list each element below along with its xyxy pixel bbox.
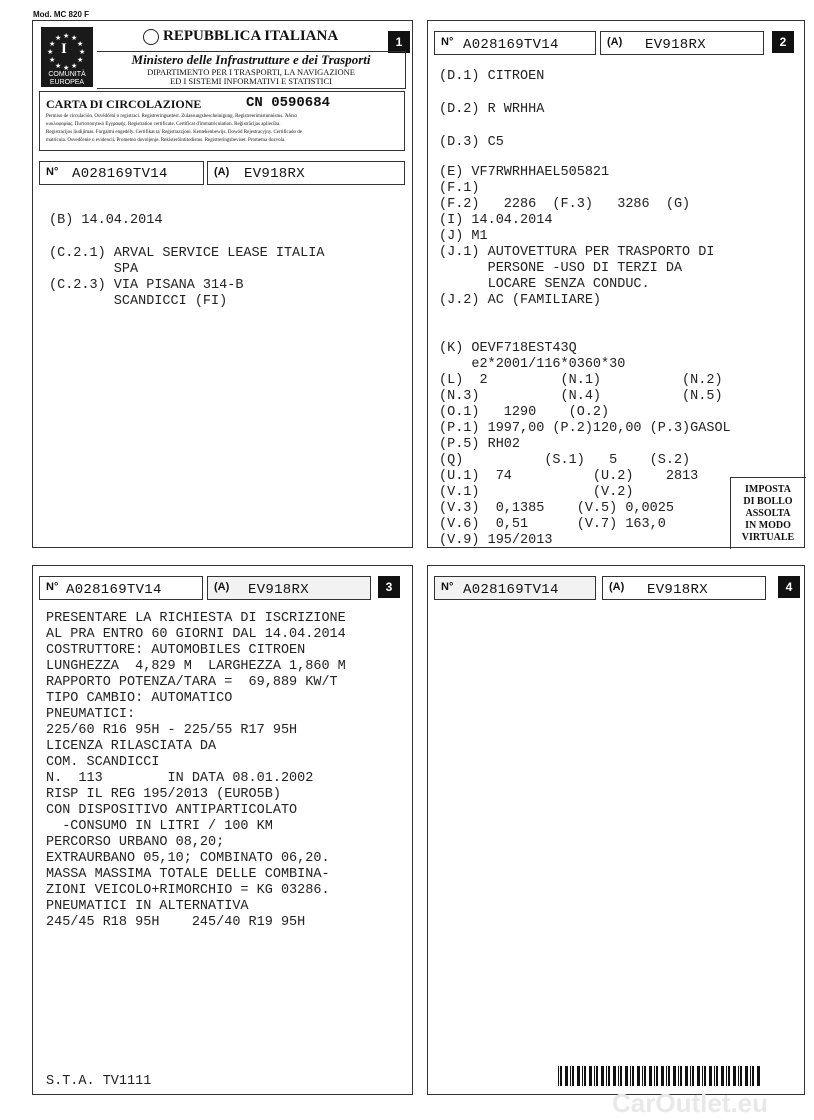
barcode-bar — [685, 1066, 688, 1086]
stamp-line: IMPOSTA — [745, 484, 791, 495]
svg-text:★: ★ — [63, 64, 70, 71]
barcode-bar — [702, 1066, 703, 1086]
barcode-bar — [745, 1066, 748, 1086]
emblem-icon — [143, 29, 159, 45]
svg-text:★: ★ — [55, 62, 62, 70]
field-l: (L) 2 (N.1) (N.2) — [439, 373, 723, 388]
a-label: (A) — [214, 581, 230, 593]
a-plate-box — [602, 576, 766, 600]
field-u1: (U.1) 74 (U.2) 2813 — [439, 469, 699, 484]
barcode-bar — [589, 1066, 592, 1086]
n-number-box — [434, 31, 596, 55]
stamp-line: ASSOLTA — [745, 508, 791, 519]
barcode-bar — [601, 1066, 604, 1086]
svg-text:★: ★ — [77, 40, 84, 48]
field-v9: (V.9) 195/2013 — [439, 533, 553, 548]
doc-title: CARTA DI CIRCOLAZIONE — [46, 97, 202, 111]
field-line: (B) 14.04.2014 — [49, 213, 163, 228]
field-v1: (V.1) (V.2) — [439, 485, 634, 500]
n-label: N° — [46, 581, 59, 593]
a-plate-box — [600, 31, 764, 55]
barcode-bar — [728, 1066, 730, 1086]
barcode-bar — [697, 1066, 700, 1086]
field-line: SPA — [49, 262, 139, 277]
barcode-bar — [637, 1066, 640, 1086]
panel-number-4: 4 — [778, 576, 800, 598]
remark-line: AL PRA ENTRO 60 GIORNI DAL 14.04.2014 — [46, 627, 346, 642]
department-line-2: ED I SISTEMI INFORMATIVI E STATISTICI — [170, 76, 332, 86]
svg-text:★: ★ — [79, 48, 86, 56]
barcode-bar — [714, 1066, 715, 1086]
remark-line: LICENZA RILASCIATA DA — [46, 739, 217, 754]
panel-3 — [32, 565, 413, 1095]
field-v6: (V.6) 0,51 (V.7) 163,0 — [439, 517, 666, 532]
a-value: EV918RX — [647, 582, 708, 598]
field-e: (E) VF7RWRHHAEL505821 — [439, 165, 610, 180]
remark-line: 225/60 R16 95H - 225/55 R17 95H — [46, 723, 298, 738]
panel-4 — [427, 565, 805, 1095]
field-line: SCANDICCI (FI) — [49, 294, 228, 309]
barcode-bar — [733, 1066, 736, 1086]
remark-line: RISP IL REG 195/2013 (EURO5B) — [46, 787, 281, 802]
remark-line: N. 113 IN DATA 08.01.2002 — [46, 771, 314, 786]
svg-text:★: ★ — [55, 34, 62, 42]
field-j: (J) M1 — [439, 229, 488, 244]
barcode-bar — [644, 1066, 646, 1086]
eu-stars-icon — [41, 27, 93, 71]
barcode-bar — [584, 1066, 586, 1086]
translation-line-3: Registracijos liudijimas. Forgalmi engedély. Certifikat ta' Reġistrazzjoni. Kentekenbewijs. Dowód Rejestracyjny. Certificado de — [46, 130, 302, 135]
field-d1: (D.1) CITROEN — [439, 69, 545, 84]
a-label: (A) — [607, 36, 623, 48]
svg-text:★: ★ — [49, 56, 56, 64]
panel-2 — [427, 20, 805, 548]
svg-text:★: ★ — [49, 40, 56, 48]
translation-line-2: κυκλοφορίας. Πιστοποιητικό Εγγραφής. Registration certificate. Certificat d'immatriculation. Reģistrācijas apliecība. — [46, 122, 281, 127]
barcode-bar — [678, 1066, 679, 1086]
doc-title-box — [39, 91, 405, 151]
barcode-bar — [721, 1066, 724, 1086]
stamp-line: DI BOLLO — [743, 496, 793, 507]
barcode-bar — [661, 1066, 664, 1086]
barcode-bar — [704, 1066, 706, 1086]
panel-number-1: 1 — [388, 31, 410, 53]
field-v3: (V.3) 0,1385 (V.5) 0,0025 — [439, 501, 674, 516]
barcode-bar — [572, 1066, 574, 1086]
barcode-bar — [649, 1066, 652, 1086]
barcode-bar — [666, 1066, 667, 1086]
svg-text:★: ★ — [63, 32, 70, 40]
barcode-bar — [608, 1066, 610, 1086]
barcode-bar — [596, 1066, 598, 1086]
tax-stamp-box — [730, 477, 806, 549]
stamp-line: VIRTUALE — [741, 532, 795, 543]
remark-line: COSTRUTTORE: AUTOMOBILES CITROEN — [46, 643, 306, 658]
field-line: (C.2.3) VIA PISANA 314-B — [49, 278, 244, 293]
field-q: (Q) (S.1) 5 (S.2) — [439, 453, 691, 468]
barcode-bar — [558, 1066, 559, 1086]
ministry-name: Ministero delle Infrastrutture e dei Trasporti — [131, 52, 371, 67]
eu-emblem — [41, 27, 93, 87]
department-line-1: DIPARTIMENTO PER I TRASPORTI, LA NAVIGAZIONE — [147, 67, 355, 77]
barcode-bar — [654, 1066, 655, 1086]
field-j2: (J.2) AC (FAMILIARE) — [439, 293, 602, 308]
a-label: (A) — [609, 581, 625, 593]
svg-text:★: ★ — [71, 62, 78, 70]
barcode-bar — [716, 1066, 718, 1086]
translation-line-4: matrícula. Osvedčenie o evidencii. Prometno dovoljenje. Rekisteröintitodistus. Registreringsbeviset. Prometna dozvola. — [46, 138, 286, 143]
n-value: A028169TV14 — [463, 582, 559, 598]
field-p5: (P.5) RH02 — [439, 437, 521, 452]
barcode-bar — [656, 1066, 658, 1086]
n-number-box — [39, 576, 203, 600]
field-k-cont: e2*2001/116*0360*30 — [439, 357, 626, 372]
barcode-bar — [632, 1066, 634, 1086]
remark-line: MASSA MASSIMA TOTALE DELLE COMBINA- — [46, 867, 330, 882]
eu-label-1: COMUNITÀ — [48, 71, 86, 78]
barcode-bar — [668, 1066, 670, 1086]
barcode-bar — [606, 1066, 607, 1086]
remark-line: PRESENTARE LA RICHIESTA DI ISCRIZIONE — [46, 611, 346, 626]
barcode-bar — [750, 1066, 751, 1086]
barcode-bar — [690, 1066, 691, 1086]
field-p1: (P.1) 1997,00 (P.2)120,00 (P.3)GASOL — [439, 421, 731, 436]
panel-number-3: 3 — [378, 576, 400, 598]
barcode-bar — [625, 1066, 628, 1086]
remark-line: 245/45 R18 95H 245/40 R19 95H — [46, 915, 306, 930]
barcode-bar — [738, 1066, 739, 1086]
field-i: (I) 14.04.2014 — [439, 213, 553, 228]
field-j1-cont: LOCARE SENZA CONDUC. — [439, 277, 650, 292]
barcode-bar — [757, 1066, 760, 1086]
barcode-bar — [709, 1066, 712, 1086]
panel-1 — [32, 20, 413, 548]
remark-line: COM. SCANDICCI — [46, 755, 160, 770]
field-o1: (O.1) 1290 (O.2) — [439, 405, 610, 420]
field-d3: (D.3) C5 — [439, 135, 504, 150]
barcode-bar — [726, 1066, 727, 1086]
doc-number: CN 0590684 — [246, 95, 331, 111]
field-f1: (F.1) — [439, 181, 480, 196]
n-number-box — [39, 161, 204, 185]
barcode-bar — [577, 1066, 580, 1086]
stamp-line: IN MODO — [745, 520, 791, 531]
barcode-bar — [740, 1066, 742, 1086]
eu-label-2: EUROPEA — [49, 79, 85, 86]
remark-line: TIPO CAMBIO: AUTOMATICO — [46, 691, 233, 706]
translation-line-1: Permiso de circulación. Osvědčení o registraci. Registreringsattest. Zulassungsbescheinigung. Registreerimistunnistus. Άδεια — [46, 114, 297, 119]
barcode-bar — [613, 1066, 616, 1086]
barcode-bar — [630, 1066, 631, 1086]
country-title: REPUBBLICA ITALIANA — [163, 28, 339, 44]
field-line: (C.2.1) ARVAL SERVICE LEASE ITALIA — [49, 246, 325, 261]
barcode-bar — [620, 1066, 622, 1086]
barcode-bar — [565, 1066, 568, 1086]
barcode-bar — [594, 1066, 595, 1086]
a-plate-box — [207, 576, 371, 600]
barcode-bar — [642, 1066, 643, 1086]
n-value: A028169TV14 — [72, 166, 168, 182]
n-label: N° — [46, 166, 59, 178]
field-j1: (J.1) AUTOVETTURA PER TRASPORTO DI — [439, 245, 715, 260]
remark-line: RAPPORTO POTENZA/TARA = 69,889 KW/T — [46, 675, 338, 690]
remark-line: -CONSUMO IN LITRI / 100 KM — [46, 819, 273, 834]
panel-number-2: 2 — [772, 31, 794, 53]
svg-text:★: ★ — [47, 48, 54, 56]
remark-line: PERCORSO URBANO 08,20; — [46, 835, 225, 850]
field-n3: (N.3) (N.4) (N.5) — [439, 389, 723, 404]
remark-line: LUNGHEZZA 4,829 M LARGHEZZA 1,860 M — [46, 659, 346, 674]
barcode-bar — [570, 1066, 571, 1086]
sta-footer: S.T.A. TV1111 — [46, 1074, 152, 1089]
field-j1-cont: PERSONE -USO DI TERZI DA — [439, 261, 683, 276]
barcode-bar — [752, 1066, 754, 1086]
barcode-bar — [680, 1066, 682, 1086]
remark-line: ZIONI VEICOLO+RIMORCHIO = KG 03286. — [46, 883, 330, 898]
field-f2: (F.2) 2286 (F.3) 3286 (G) — [439, 197, 691, 212]
n-value: A028169TV14 — [463, 37, 559, 53]
remark-line: CON DISPOSITIVO ANTIPARTICOLATO — [46, 803, 298, 818]
n-label: N° — [441, 36, 454, 48]
a-value: EV918RX — [244, 166, 305, 182]
n-number-box — [434, 576, 596, 600]
barcode — [558, 1066, 763, 1086]
barcode-bar — [582, 1066, 583, 1086]
a-value: EV918RX — [248, 582, 309, 598]
n-label: N° — [441, 581, 454, 593]
model-code: Mod. MC 820 F — [33, 10, 90, 19]
barcode-bar — [560, 1066, 562, 1086]
remark-line: PNEUMATICI: — [46, 707, 136, 722]
field-d2: (D.2) R WRHHA — [439, 102, 545, 117]
n-value: A028169TV14 — [66, 582, 162, 598]
remark-line: EXTRAURBANO 05,10; COMBINATO 06,20. — [46, 851, 330, 866]
barcode-bar — [618, 1066, 619, 1086]
barcode-bar — [673, 1066, 676, 1086]
svg-text:★: ★ — [77, 56, 84, 64]
eu-letter: I — [61, 41, 67, 57]
barcode-bar — [692, 1066, 694, 1086]
watermark: CarOutlet.eu — [612, 1088, 769, 1118]
field-k: (K) OEVF718EST43Q — [439, 341, 577, 356]
a-value: EV918RX — [645, 37, 706, 53]
svg-text:★: ★ — [71, 34, 78, 42]
a-label: (A) — [214, 166, 230, 178]
remark-line: PNEUMATICI IN ALTERNATIVA — [46, 899, 249, 914]
a-plate-box — [207, 161, 405, 185]
